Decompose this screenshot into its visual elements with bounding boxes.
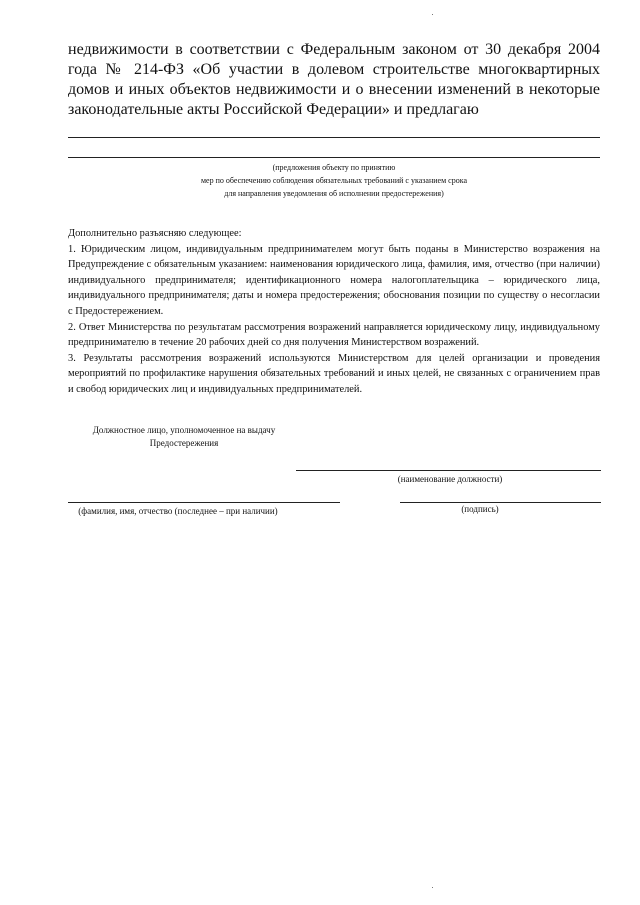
name-line: [68, 502, 340, 503]
intro-paragraph: недвижимости в соответствии с Федеральным законом от 30 декабря 2004 года № 214-ФЗ «Об участии в долевом строительстве многоквартирных домов и иных объектов недвижимости и о внесении изменений в некоторые законодательные акты Российской Федерации» и предлагаю: [68, 41, 600, 118]
position-caption: (наименование должности): [397, 474, 503, 484]
scan-speck: [432, 887, 433, 888]
sign-caption: (подпись): [461, 504, 499, 514]
explanation-item-2: 2. Ответ Министерства по результатам рассмотрения возражений направляется юридическому лицу, индивидуальному предпринимателю в течение 20 рабочих дней со дня получения Министерством возражений.: [68, 321, 600, 349]
official-title-line: Предостережения: [149, 438, 219, 448]
proposal-caption-line: мер по обеспечению соблюдения обязательных требований с указанием срока: [200, 176, 468, 185]
explanation-item-3: 3. Результаты рассмотрения возражений используются Министерством для целей организации и проведения мероприятий по профилактике нарушения обязательных требований и иных целей, не связанных с ограничением прав и свобод юридических лиц и индивидуальных предпринимателей.: [68, 352, 600, 395]
official-title: [68, 424, 300, 450]
explanation-heading: Дополнительно разъясняю следующее:: [68, 228, 242, 239]
scan-speck: [432, 14, 433, 15]
proposal-line-2: [68, 157, 600, 158]
proposal-caption: [68, 161, 600, 200]
official-title-line: Должностное лицо, уполномоченное на выдачу: [92, 425, 276, 435]
proposal-caption-line: для направления уведомления об исполнении предостережения): [224, 189, 444, 198]
proposal-line-1: [68, 137, 600, 138]
position-line: [296, 470, 601, 471]
explanation-section: [68, 226, 600, 398]
explanation-item-1: 1. Юридическим лицом, индивидуальным предпринимателем могут быть поданы в Министерство возражения на Предупреждение с обязательным указанием: наименования юридического лица, фамилия, имя, отчество (при наличии) индивидуального предпринимателя; идентификационного номера налогоплательщика – юридического лица, индивидуального предпринимателя; даты и номера предостережения; обоснования позиции по существу о несогласии с Предостережением.: [68, 243, 600, 317]
name-caption: (фамилия, имя, отчество (последнее – при наличии): [78, 506, 278, 516]
proposal-caption-line: (предложения объекту по принятию: [272, 163, 396, 172]
